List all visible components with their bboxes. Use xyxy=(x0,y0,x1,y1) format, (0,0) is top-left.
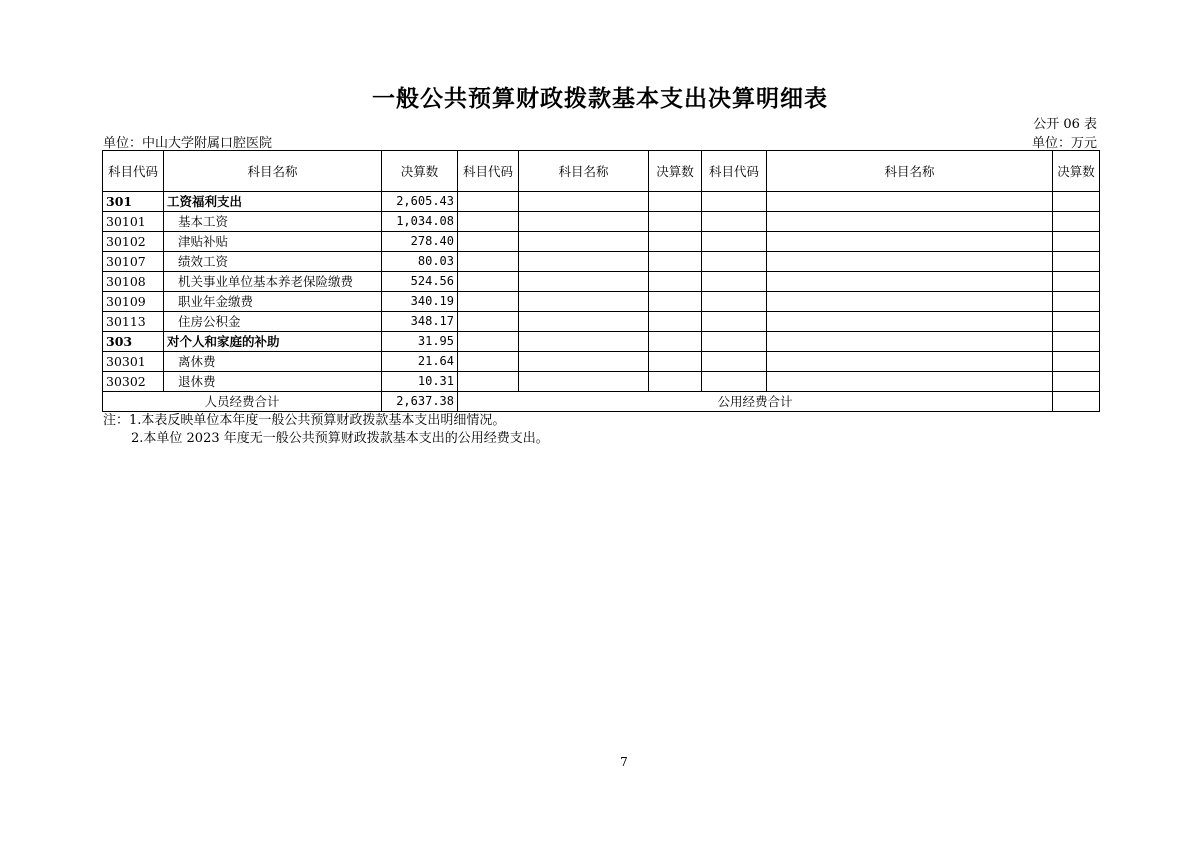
empty-cell xyxy=(702,292,767,312)
empty-cell xyxy=(767,212,1053,232)
row-name: 对个人和家庭的补助 xyxy=(164,332,382,352)
empty-cell xyxy=(649,292,702,312)
empty-cell xyxy=(1053,312,1100,332)
header-amount-1: 决算数 xyxy=(382,151,458,192)
empty-cell xyxy=(702,312,767,332)
row-amount: 1,034.08 xyxy=(382,212,458,232)
empty-cell xyxy=(519,232,649,252)
empty-cell xyxy=(1053,212,1100,232)
expenditure-table xyxy=(102,150,1100,412)
empty-cell xyxy=(702,252,767,272)
empty-cell xyxy=(519,332,649,352)
empty-cell xyxy=(767,192,1053,212)
header-code-2: 科目代码 xyxy=(458,151,519,192)
public-total-amount xyxy=(1053,392,1100,412)
personnel-total-label: 人员经费合计 xyxy=(103,392,382,412)
table-body xyxy=(103,192,1100,392)
row-name: 津贴补贴 xyxy=(164,232,382,252)
empty-cell xyxy=(1053,192,1100,212)
row-code: 30102 xyxy=(103,232,164,252)
row-name: 工资福利支出 xyxy=(164,192,382,212)
empty-cell xyxy=(767,272,1053,292)
personnel-total-amount: 2,637.38 xyxy=(382,392,458,412)
empty-cell xyxy=(649,312,702,332)
row-code: 30109 xyxy=(103,292,164,312)
empty-cell xyxy=(767,232,1053,252)
empty-cell xyxy=(702,272,767,292)
table-row xyxy=(103,232,1100,252)
table-row xyxy=(103,292,1100,312)
row-amount: 340.19 xyxy=(382,292,458,312)
empty-cell xyxy=(458,232,519,252)
empty-cell xyxy=(458,272,519,292)
public-total-label: 公用经费合计 xyxy=(458,392,1053,412)
empty-cell xyxy=(1053,232,1100,252)
empty-cell xyxy=(519,212,649,232)
table-row xyxy=(103,212,1100,232)
currency-unit: 单位：万元 xyxy=(1031,136,1097,151)
empty-cell xyxy=(767,372,1053,392)
row-name: 住房公积金 xyxy=(164,312,382,332)
row-name: 基本工资 xyxy=(164,212,382,232)
row-code: 30301 xyxy=(103,352,164,372)
empty-cell xyxy=(1053,352,1100,372)
row-amount: 21.64 xyxy=(382,352,458,372)
row-amount: 278.40 xyxy=(382,232,458,252)
empty-cell xyxy=(458,352,519,372)
notes xyxy=(103,412,549,448)
empty-cell xyxy=(1053,332,1100,352)
table-row xyxy=(103,192,1100,212)
reporting-unit: 单位：中山大学附属口腔医院 xyxy=(103,136,273,151)
note-2: 2.本单位 2023 年度无一般公共预算财政拨款基本支出的公用经费支出。 xyxy=(131,431,549,446)
header-code-3: 科目代码 xyxy=(702,151,767,192)
empty-cell xyxy=(519,352,649,372)
empty-cell xyxy=(458,372,519,392)
header-code-1: 科目代码 xyxy=(103,151,164,192)
table-row xyxy=(103,312,1100,332)
header-name-2: 科目名称 xyxy=(519,151,649,192)
empty-cell xyxy=(702,232,767,252)
empty-cell xyxy=(702,332,767,352)
page-title: 一般公共预算财政拨款基本支出决算明细表 xyxy=(372,86,828,112)
empty-cell xyxy=(767,312,1053,332)
row-name: 离休费 xyxy=(164,352,382,372)
row-code: 301 xyxy=(103,192,164,212)
empty-cell xyxy=(649,252,702,272)
empty-cell xyxy=(767,252,1053,272)
empty-cell xyxy=(702,212,767,232)
row-amount: 524.56 xyxy=(382,272,458,292)
table-row xyxy=(103,252,1100,272)
empty-cell xyxy=(702,352,767,372)
note-1: 注：1.本表反映单位本年度一般公共预算财政拨款基本支出明细情况。 xyxy=(103,413,506,428)
row-amount: 31.95 xyxy=(382,332,458,352)
row-name: 退休费 xyxy=(164,372,382,392)
empty-cell xyxy=(519,272,649,292)
totals-row xyxy=(103,392,1100,412)
empty-cell xyxy=(458,192,519,212)
row-code: 30113 xyxy=(103,312,164,332)
empty-cell xyxy=(458,332,519,352)
row-code: 30108 xyxy=(103,272,164,292)
form-number: 公开 06 表 xyxy=(1033,117,1097,132)
header-name-3: 科目名称 xyxy=(767,151,1053,192)
empty-cell xyxy=(649,232,702,252)
empty-cell xyxy=(458,212,519,232)
row-code: 30101 xyxy=(103,212,164,232)
header-name-1: 科目名称 xyxy=(164,151,382,192)
row-name: 机关事业单位基本养老保险缴费 xyxy=(164,272,382,292)
row-code: 30302 xyxy=(103,372,164,392)
empty-cell xyxy=(767,332,1053,352)
empty-cell xyxy=(1053,292,1100,312)
row-amount: 2,605.43 xyxy=(382,192,458,212)
row-amount: 10.31 xyxy=(382,372,458,392)
empty-cell xyxy=(1053,272,1100,292)
empty-cell xyxy=(649,212,702,232)
empty-cell xyxy=(649,372,702,392)
empty-cell xyxy=(1053,372,1100,392)
row-code: 303 xyxy=(103,332,164,352)
empty-cell xyxy=(649,352,702,372)
empty-cell xyxy=(519,312,649,332)
empty-cell xyxy=(519,292,649,312)
empty-cell xyxy=(519,192,649,212)
table-row xyxy=(103,352,1100,372)
empty-cell xyxy=(702,192,767,212)
empty-cell xyxy=(767,292,1053,312)
row-amount: 348.17 xyxy=(382,312,458,332)
empty-cell xyxy=(519,252,649,272)
table-row xyxy=(103,272,1100,292)
table-row xyxy=(103,372,1100,392)
row-amount: 80.03 xyxy=(382,252,458,272)
row-name: 职业年金缴费 xyxy=(164,292,382,312)
empty-cell xyxy=(458,312,519,332)
empty-cell xyxy=(767,352,1053,372)
row-code: 30107 xyxy=(103,252,164,272)
row-name: 绩效工资 xyxy=(164,252,382,272)
empty-cell xyxy=(649,192,702,212)
empty-cell xyxy=(1053,252,1100,272)
empty-cell xyxy=(702,372,767,392)
empty-cell xyxy=(649,272,702,292)
empty-cell xyxy=(458,292,519,312)
header-amount-2: 决算数 xyxy=(649,151,702,192)
empty-cell xyxy=(458,252,519,272)
header-amount-3: 决算数 xyxy=(1053,151,1100,192)
table-row xyxy=(103,332,1100,352)
page-number: 7 xyxy=(620,755,628,769)
empty-cell xyxy=(649,332,702,352)
header-row xyxy=(103,151,1100,192)
empty-cell xyxy=(519,372,649,392)
